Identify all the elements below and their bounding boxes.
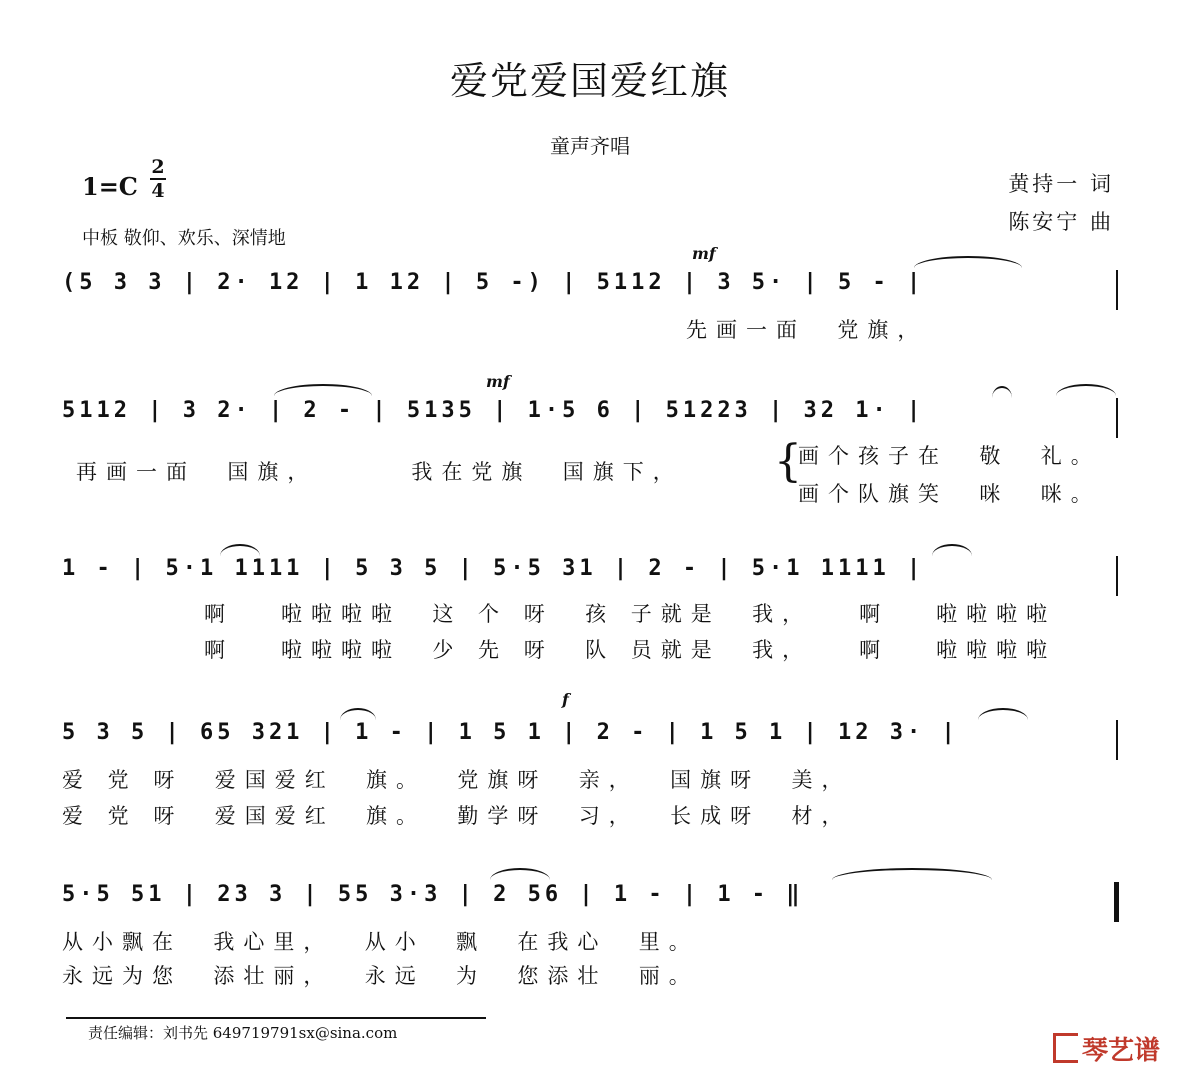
barline bbox=[1116, 270, 1118, 310]
tie-arc bbox=[490, 868, 550, 880]
barline bbox=[1116, 398, 1118, 438]
tie-arc bbox=[914, 256, 1022, 268]
lyric-line: 啊 啦啦啦啦 这 个 呀 孩 子就是 我， 啊 啦啦啦啦 bbox=[204, 602, 1057, 626]
notation-line-5 bbox=[62, 882, 1118, 926]
song-title: 爱党爱国爱红旗 bbox=[449, 59, 730, 103]
dynamic-mark: mf bbox=[486, 372, 510, 391]
tie-arc bbox=[932, 544, 972, 556]
jianpu-notes: 1 - | 5·1 1111 | 5 3 5 | 5·5 31 | 2 - | 5·1 1111 | bbox=[62, 556, 925, 581]
lyric-line-verse1: 画个孩子在 敬 礼。 bbox=[798, 444, 1101, 468]
tempo-marking: 中板 敬仰、欢乐、深情地 bbox=[82, 228, 286, 249]
final-barline bbox=[1114, 882, 1119, 922]
jianpu-notes: 5112 | 3 2· | 2 - | 5135 | 1·5 6 | 51223 | 32 1· | bbox=[62, 398, 925, 423]
dynamic-mark: mf bbox=[692, 244, 716, 263]
tie-arc bbox=[274, 384, 372, 396]
lyric-line: 再画一面 国旗， 我在党旗 国旗下， bbox=[76, 460, 683, 484]
lyric-line: 永远为您 添壮丽， 永远 为 您添壮 丽。 bbox=[62, 964, 699, 988]
tie-arc bbox=[1056, 384, 1116, 396]
jianpu-notes: (5 3 3 | 2· 12 | 1 12 | 5 -) | 5112 | 3 5· | 5 - | bbox=[62, 270, 925, 295]
time-signature bbox=[148, 156, 168, 202]
performance-subtitle: 童声齐唱 bbox=[550, 134, 630, 158]
lyric-line: 爱 党 呀 爱国爱红 旗。 党旗呀 亲， 国旗呀 美， bbox=[62, 768, 852, 792]
tie-arc bbox=[832, 868, 992, 880]
verse-brace: { bbox=[774, 436, 802, 487]
jianpu-notes: 5 3 5 | 65 321 | 1 - | 1 5 1 | 2 - | 1 5 1 | 12 3· | bbox=[62, 720, 959, 745]
time-bottom: 4 bbox=[151, 180, 165, 202]
logo-text: 琴艺谱 bbox=[1081, 1036, 1160, 1066]
jianpu-notes: 5·5 51 | 23 3 | 55 3·3 | 2 56 | 1 - | 1 - ‖ bbox=[62, 882, 804, 907]
notation-line-4 bbox=[62, 720, 1118, 764]
tie-arc bbox=[978, 708, 1028, 720]
footer-divider bbox=[66, 1017, 486, 1019]
time-top: 2 bbox=[151, 156, 165, 178]
tie-arc bbox=[220, 544, 260, 556]
notation-line-2 bbox=[62, 398, 1118, 442]
notation-line-1 bbox=[62, 270, 1118, 314]
key-signature: 1=C bbox=[82, 172, 138, 201]
dynamic-mark: f bbox=[562, 690, 569, 709]
lyric-line: 啊 啦啦啦啦 少 先 呀 队 员就是 我， 啊 啦啦啦啦 bbox=[204, 638, 1057, 662]
editor-credit: 责任编辑：刘书先 649719791sx@sina.com bbox=[88, 1024, 398, 1042]
lyric-line: 爱 党 呀 爱国爱红 旗。 勤学呀 习， 长成呀 材， bbox=[62, 804, 852, 828]
logo-icon bbox=[1053, 1033, 1078, 1063]
lyric-line: 先画一面 党旗， bbox=[686, 318, 928, 342]
notation-line-3 bbox=[62, 556, 1118, 600]
lyric-line-verse2: 画个队旗笑 咪 咪。 bbox=[798, 482, 1101, 506]
lyricist-credit: 黄持一 词 bbox=[1008, 172, 1114, 196]
site-logo[interactable] bbox=[1053, 1030, 1160, 1067]
tie-arc bbox=[992, 386, 1012, 398]
barline bbox=[1116, 720, 1118, 760]
lyric-line: 从小飘在 我心里， 从小 飘 在我心 里。 bbox=[62, 930, 699, 954]
composer-credit: 陈安宁 曲 bbox=[1008, 210, 1114, 234]
barline bbox=[1116, 556, 1118, 596]
tie-arc bbox=[340, 708, 376, 720]
